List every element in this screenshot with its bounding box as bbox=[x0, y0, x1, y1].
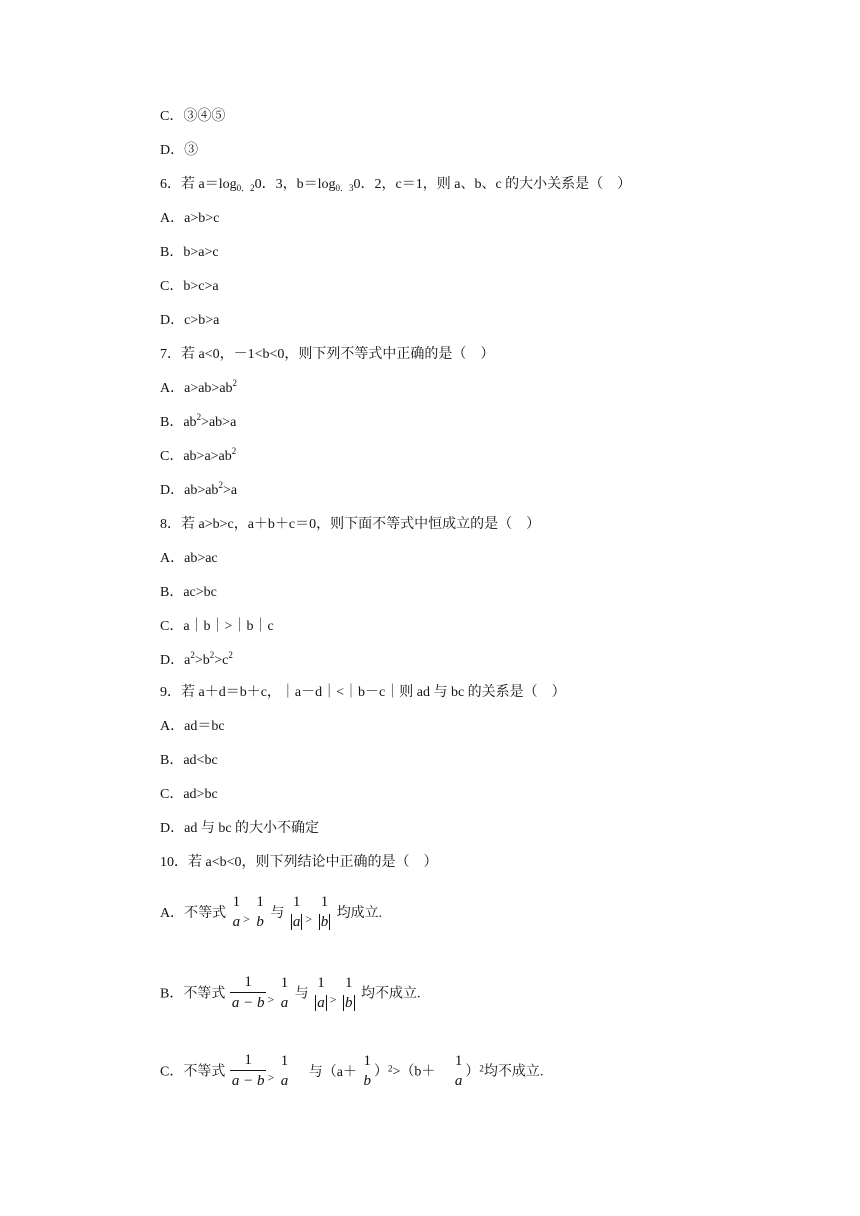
q10c-tail: 均不成立. bbox=[483, 1064, 544, 1080]
option-d-prev: D．③ bbox=[160, 143, 199, 158]
q8d-sup-1: 2 bbox=[190, 650, 195, 660]
q6-text-1: 6．若 a＝log bbox=[160, 177, 237, 192]
frac-den: a bbox=[280, 994, 289, 1011]
q7b-text-1: B．ab bbox=[160, 415, 197, 430]
q10-option-c bbox=[160, 1050, 543, 1091]
frac-num: 1 bbox=[230, 972, 267, 993]
q6-text-3: 0．2，c＝1，则 a、b、c 的大小关系是（ ） bbox=[353, 177, 632, 192]
q9-option-a: A．ad＝bc bbox=[160, 719, 225, 734]
q9-option-b: B．ad<bc bbox=[160, 753, 218, 768]
q10c-sup-1: 2 bbox=[387, 1063, 393, 1074]
question-9: 9．若 a＋d＝b＋c，｜a－d｜<｜b－c｜则 ad 与 bc 的关系是（ ） bbox=[160, 685, 566, 700]
frac-num: 1 bbox=[256, 894, 264, 910]
q6-option-c: C．b>c>a bbox=[160, 279, 219, 294]
q10c-sup-2: 2 bbox=[479, 1063, 484, 1074]
frac-1-over-abs-b bbox=[317, 892, 333, 932]
frac-den: b bbox=[363, 1072, 371, 1089]
frac-1-over-a-minus-b bbox=[230, 972, 267, 1013]
q6-option-d: D．c>b>a bbox=[160, 313, 220, 328]
option-c-prev: C．③④⑤ bbox=[160, 109, 226, 124]
q10c-text-4: ） bbox=[465, 1064, 480, 1080]
q10a-label: A．不等式 bbox=[160, 906, 227, 921]
q8-option-c: C．a｜b｜>｜b｜c bbox=[160, 619, 274, 634]
q7b-sup: 2 bbox=[196, 412, 202, 422]
abs-a: a bbox=[292, 914, 301, 930]
frac-1-over-abs-a bbox=[313, 973, 329, 1013]
q10-option-b bbox=[160, 972, 421, 1013]
frac-den: a − b bbox=[231, 995, 265, 1011]
frac-1-over-b bbox=[254, 892, 266, 932]
q7-option-b bbox=[160, 414, 236, 432]
frac-1-over-b bbox=[361, 1051, 373, 1091]
q10c-text-1: 与（a＋ bbox=[308, 1064, 357, 1080]
frac-num: 1 bbox=[345, 974, 353, 991]
q9-option-d: D．ad 与 bc 的大小不确定 bbox=[160, 821, 320, 836]
frac-1-over-a bbox=[279, 973, 291, 1013]
q6-option-a: A．a>b>c bbox=[160, 211, 220, 226]
frac-den bbox=[313, 993, 329, 1013]
q8d-text-2: >b bbox=[194, 653, 210, 668]
frac-num: 1 bbox=[280, 1052, 289, 1069]
q8-option-a: A．ab>ac bbox=[160, 551, 218, 566]
frac-den bbox=[341, 993, 357, 1013]
q7a-sup: 2 bbox=[232, 378, 238, 388]
q7b-text-2: >ab>a bbox=[201, 415, 237, 430]
q8d-sup-3: 2 bbox=[228, 650, 233, 660]
frac-num: 1 bbox=[454, 1052, 463, 1069]
frac-den bbox=[317, 912, 333, 932]
q6-sub-2: 0．3 bbox=[335, 183, 354, 193]
q7-option-d bbox=[160, 482, 237, 500]
question-10: 10．若 a<b<0，则下列结论中正确的是（ ） bbox=[160, 855, 438, 870]
gt-sign: > bbox=[243, 912, 250, 927]
gt-sign: > bbox=[329, 992, 337, 1007]
frac-den: a bbox=[280, 1072, 289, 1089]
frac-1-over-abs-a bbox=[289, 892, 305, 932]
q9-option-c: C．ad>bc bbox=[160, 787, 218, 802]
q7a-text: A．a>ab>ab bbox=[160, 381, 233, 396]
frac-1-over-abs-b bbox=[341, 973, 357, 1013]
frac-num: 1 bbox=[232, 894, 241, 910]
frac-num: 1 bbox=[292, 894, 301, 910]
q10b-tail: 均不成立. bbox=[361, 986, 421, 1002]
gt-sign: > bbox=[305, 912, 313, 927]
q7-option-a bbox=[160, 380, 237, 398]
frac-den: b bbox=[256, 914, 264, 930]
frac-den: a bbox=[232, 914, 241, 930]
frac-1-over-a bbox=[453, 1051, 465, 1091]
frac-den: a bbox=[454, 1072, 463, 1089]
q8d-sup-2: 2 bbox=[209, 650, 215, 660]
gt-sign: > bbox=[267, 1070, 275, 1085]
q10-option-a bbox=[160, 892, 382, 932]
q10c-label: C．不等式 bbox=[160, 1064, 226, 1080]
q7c-sup: 2 bbox=[231, 446, 237, 456]
yu-text: 与 bbox=[270, 906, 285, 921]
frac-1-over-a-minus-b bbox=[230, 1050, 267, 1091]
q7-option-c bbox=[160, 448, 236, 466]
abs-b: b bbox=[345, 994, 353, 1011]
question-6 bbox=[160, 176, 631, 194]
q8-option-d bbox=[160, 652, 233, 670]
q10a-tail: 均成立. bbox=[336, 906, 383, 921]
q10b-label: B．不等式 bbox=[160, 986, 226, 1002]
frac-1-over-a bbox=[279, 1051, 291, 1091]
q10c-text-2: ） bbox=[373, 1064, 388, 1080]
frac-num: 1 bbox=[320, 894, 329, 910]
frac-num: 1 bbox=[363, 1052, 371, 1069]
frac-den: a − b bbox=[231, 1073, 265, 1089]
q8d-text-1: D．a bbox=[160, 653, 191, 668]
abs-b: b bbox=[320, 914, 329, 930]
abs-a: a bbox=[317, 994, 325, 1011]
gt-sign: > bbox=[267, 992, 275, 1007]
q10c-text-3: >（b＋ bbox=[392, 1064, 436, 1080]
q6-text-2: 0．3，b＝log bbox=[254, 177, 336, 192]
frac-num: 1 bbox=[280, 974, 289, 991]
q8-option-b: B．ac>bc bbox=[160, 585, 217, 600]
frac-1-over-a bbox=[231, 892, 243, 932]
q7d-text-2: >a bbox=[222, 483, 238, 498]
q6-sub-1: 0．2 bbox=[236, 183, 255, 193]
q6-option-b: B．b>a>c bbox=[160, 245, 219, 260]
q7d-text-1: D．ab>ab bbox=[160, 483, 219, 498]
frac-num: 1 bbox=[230, 1050, 267, 1071]
yu-text: 与 bbox=[294, 986, 309, 1002]
q7d-sup: 2 bbox=[218, 480, 223, 490]
frac-den bbox=[289, 912, 305, 932]
q7c-text: C．ab>a>ab bbox=[160, 449, 232, 464]
question-8: 8．若 a>b>c，a＋b＋c＝0，则下面不等式中恒成立的是（ ） bbox=[160, 517, 541, 532]
question-7: 7．若 a<0，－1<b<0，则下列不等式中正确的是（ ） bbox=[160, 347, 495, 362]
frac-num: 1 bbox=[317, 974, 325, 991]
q8d-text-3: >c bbox=[214, 653, 229, 668]
